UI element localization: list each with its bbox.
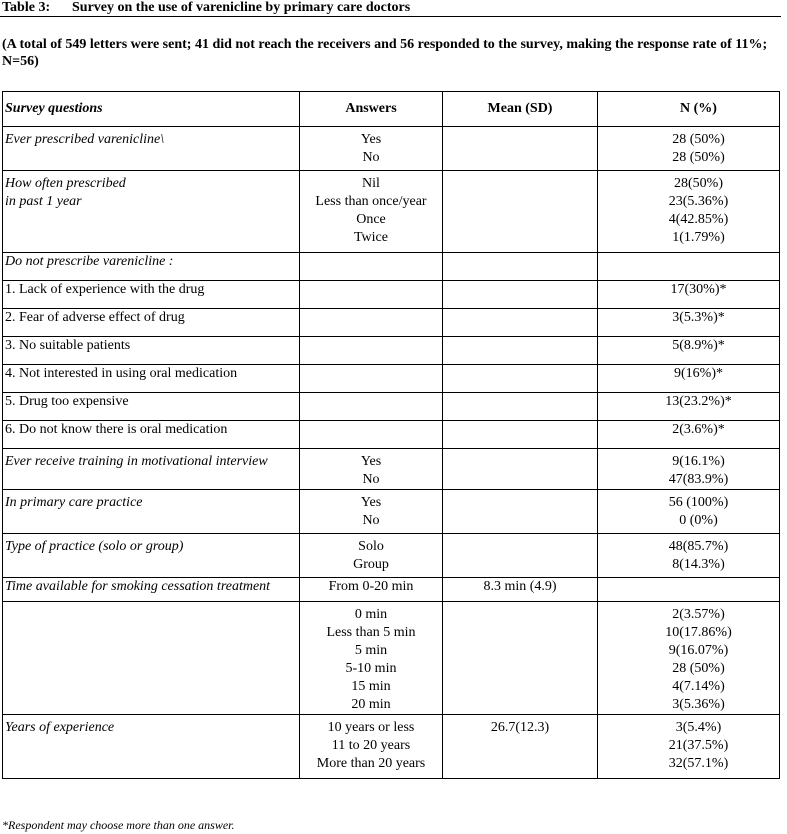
n-cell-line: 2(3.57%) [672,607,725,622]
n-cell-line: 32(57.1%) [668,756,729,771]
answer-cell [300,171,443,253]
question-cell-line: 1. Lack of experience with the drug [5,282,205,297]
n-cell-line: 9(16.07%) [668,643,729,658]
question-cell [3,171,300,253]
mean-cell [443,715,598,779]
answer-cell-line: No [362,150,380,165]
question-cell [3,534,300,578]
table-title-row [0,0,781,17]
answer-cell-line: 5-10 min [345,661,397,676]
header-row [3,92,780,127]
question-cell-line: Ever prescribed varenicline\ [5,132,165,147]
table-row [3,127,780,171]
mean-cell [443,309,598,337]
answer-cell [300,449,443,490]
header-mean-sd: Mean (SD) [443,92,598,127]
answer-cell-line: Nil [362,176,380,191]
answer-cell-line: Less than 5 min [326,625,416,640]
answer-cell-line: 11 to 20 years [331,738,411,753]
mean-cell [443,393,598,421]
question-cell-line: How often prescribed [5,176,126,191]
n-cell-line: 28(50%) [674,176,723,191]
n-cell-line: 28 (50%) [672,150,725,165]
mean-cell [443,449,598,490]
question-cell-line: in past 1 year [5,194,82,209]
n-cell [598,281,780,309]
table-row [3,421,780,449]
table-label: Table 3: [2,0,51,15]
n-cell-line: 3(5.36%) [672,697,725,712]
question-cell-line: 3. No suitable patients [5,338,131,353]
answer-cell-line: No [362,513,380,528]
answer-cell-line: Less than once/year [315,194,427,209]
n-cell-line: 23(5.36%) [668,194,729,209]
mean-cell [443,578,598,602]
mean-cell [443,337,598,365]
n-cell-line: 28 (50%) [672,661,725,676]
table-footnote: *Respondent may choose more than one answer. [2,818,235,832]
n-cell [598,253,780,281]
mean-cell [443,171,598,253]
n-cell [598,578,780,602]
question-cell-line: Do not prescribe varenicline : [5,254,174,269]
n-cell-line: 5(8.9%)* [672,338,725,353]
question-cell [3,602,300,715]
answer-cell-line: 10 years or less [327,720,415,735]
table-body [3,127,780,779]
mean-cell [443,127,598,171]
n-cell-line: 9(16.1%) [672,454,725,469]
n-cell [598,449,780,490]
table-row [3,171,780,253]
n-cell [598,421,780,449]
table-row [3,534,780,578]
answer-cell-line: Group [353,557,389,572]
answer-cell-line: More than 20 years [316,756,426,771]
answer-cell-line: Solo [358,539,384,554]
answer-cell-line: Twice [353,230,388,245]
n-cell-line: 17(30%)* [670,282,727,297]
n-cell-line: 56 (100%) [668,495,729,510]
answer-cell [300,578,443,602]
question-cell-line: 6. Do not know there is oral medication [5,422,228,437]
survey-table [2,91,780,779]
n-cell [598,171,780,253]
mean-cell [443,421,598,449]
n-cell [598,534,780,578]
header-n-percent: N (%) [598,92,780,127]
table-row [3,309,780,337]
question-cell [3,337,300,365]
n-cell-line: 28 (50%) [672,132,725,147]
table-row [3,281,780,309]
answer-cell [300,602,443,715]
question-cell [3,578,300,602]
table-row [3,490,780,534]
table-row [3,449,780,490]
table-row [3,715,780,779]
question-cell [3,127,300,171]
table-row [3,337,780,365]
n-cell [598,309,780,337]
table-row [3,393,780,421]
answer-cell-line: Yes [360,495,382,510]
n-cell-line: 4(7.14%) [672,679,725,694]
answer-cell [300,393,443,421]
question-cell [3,421,300,449]
answer-cell [300,281,443,309]
question-cell-line: Years of experience [5,720,115,735]
mean-cell [443,365,598,393]
question-cell [3,309,300,337]
n-cell [598,365,780,393]
answer-cell [300,309,443,337]
answer-cell [300,534,443,578]
question-cell [3,281,300,309]
question-cell [3,365,300,393]
question-cell-line: Type of practice (solo or group) [5,539,184,554]
answer-cell-line: 0 min [354,607,388,622]
table-row [3,365,780,393]
mean-cell [443,490,598,534]
n-cell-line: 1(1.79%) [672,230,725,245]
n-cell [598,393,780,421]
answer-cell-line: 5 min [354,643,388,658]
n-cell [598,715,780,779]
n-cell-line: 3(5.4%) [675,720,722,735]
table-title: Survey on the use of varenicline by primary care doctors [72,0,411,15]
question-cell-line: 4. Not interested in using oral medication [5,366,238,381]
mean-cell [443,534,598,578]
answer-cell-line: 15 min [351,679,391,694]
question-cell-line: Ever receive training in motivational interview [5,454,268,469]
header-survey-questions: Survey questions [3,92,300,127]
mean-cell-value: 26.7(12.3) [490,720,550,735]
n-cell [598,490,780,534]
question-cell-line: 5. Drug too expensive [5,394,129,409]
table-row [3,253,780,281]
n-cell-line: 47(83.9%) [668,472,729,487]
n-cell-line: 3(5.3%)* [672,310,725,325]
table-row [3,602,780,715]
n-cell-line: 2(3.6%)* [672,422,725,437]
answer-cell [300,253,443,281]
answer-cell-line: Yes [360,454,382,469]
question-cell [3,393,300,421]
answer-cell [300,365,443,393]
question-cell-line: Time available for smoking cessation treatment [5,579,271,594]
n-cell-line: 4(42.85%) [668,212,729,227]
mean-cell [443,602,598,715]
answer-cell [300,490,443,534]
question-cell-line: 2. Fear of adverse effect of drug [5,310,185,325]
n-cell-line: 48(85.7%) [668,539,729,554]
answer-cell-line: Once [356,212,386,227]
answer-cell-line: No [362,472,380,487]
table-intro: (A total of 549 letters were sent; 41 did not reach the receivers and 56 responded to the survey, making the response rate of 11%; N=56) [2,37,768,69]
answer-cell [300,337,443,365]
n-cell-line: 13(23.2%)* [665,394,732,409]
question-cell [3,715,300,779]
table-row [3,578,780,602]
answer-cell-line: Yes [360,132,382,147]
header-answers: Answers [300,92,443,127]
n-cell-line: 21(37.5%) [668,738,729,753]
n-cell-line: 8(14.3%) [672,557,725,572]
answer-cell [300,715,443,779]
mean-cell [443,281,598,309]
answer-cell-line: 20 min [351,697,391,712]
question-cell [3,449,300,490]
question-cell [3,490,300,534]
answer-cell [300,127,443,171]
n-cell [598,602,780,715]
answer-cell [300,421,443,449]
n-cell-line: 10(17.86%) [665,625,732,640]
n-cell-line: 0 (0%) [679,513,718,528]
n-cell-line: 9(16%)* [674,366,723,381]
answer-cell-line: From 0-20 min [328,579,414,594]
question-cell [3,253,300,281]
question-cell-line: In primary care practice [5,495,143,510]
n-cell [598,127,780,171]
n-cell [598,337,780,365]
mean-cell [443,253,598,281]
mean-cell-value: 8.3 min (4.9) [483,579,557,594]
